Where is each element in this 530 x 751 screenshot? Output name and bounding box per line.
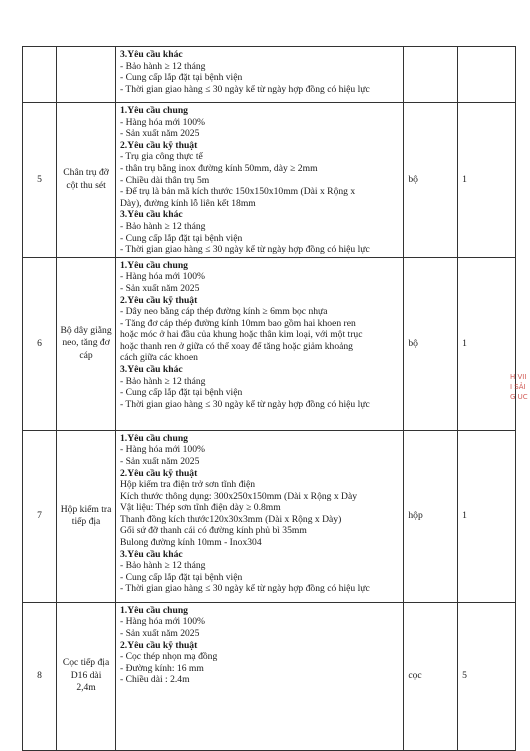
red-stamp bbox=[510, 372, 530, 472]
spec-line: Gối sứ đỡ thanh cái có đường kính phủ bì 35mm bbox=[120, 525, 307, 537]
stamp-line: G UC bbox=[510, 393, 528, 401]
spec-line: hoặc thanh ren ở giữa có thể xoay để tăng hoặc giảm khoảng bbox=[120, 340, 353, 352]
spec-heading: 1.Yêu cầu chung bbox=[120, 432, 188, 444]
spec-heading: 3.Yêu cầu khác bbox=[120, 49, 183, 60]
spec-line: - Hàng hóa mới 100% bbox=[120, 116, 206, 128]
spec-line: - Thời gian giao hàng ≤ 30 ngày kể từ ngày hợp đồng có hiệu lực bbox=[120, 244, 370, 256]
spec-line: - Bảo hành ≥ 12 tháng bbox=[120, 375, 206, 387]
spec-heading: 2.Yêu cầu kỹ thuật bbox=[120, 639, 198, 651]
spec-line: - thân trụ bằng inox đường kính 50mm, dày ≥ 2mm bbox=[120, 162, 318, 174]
spec-line: - Sản xuất năm 2025 bbox=[120, 627, 200, 639]
item-quantity: 1 bbox=[458, 430, 516, 602]
spec-line: - Tăng đơ cáp thép đường kính 10mm bao gồm hai khoen ren bbox=[120, 317, 356, 329]
item-name: Hộp kiểm tra tiếp địa bbox=[57, 430, 116, 602]
spec-line: - Bảo hành ≥ 12 tháng bbox=[120, 560, 206, 572]
spec-line: Thanh đồng kích thước120x30x3mm (Dài x Rộng x Dày) bbox=[120, 513, 342, 525]
spec-heading: 3.Yêu cầu khác bbox=[120, 364, 183, 376]
spec-table-body bbox=[23, 47, 516, 751]
spec-heading: 1.Yêu cầu chung bbox=[120, 604, 188, 616]
spec-line: - Thời gian giao hàng ≤ 30 ngày kể từ ngày hợp đồng có hiệu lực bbox=[120, 583, 370, 595]
spec-line: - Cung cấp lắp đặt tại bệnh viện bbox=[120, 72, 243, 84]
spec-line: hoặc móc ở hai đầu của khung hoặc thân kim loại, với một trục bbox=[120, 329, 363, 341]
spec-line: cách giữa các khoen bbox=[120, 352, 198, 364]
spec-line: - Thời gian giao hàng ≤ 30 ngày kể từ ngày hợp đồng có hiệu lực bbox=[120, 398, 370, 410]
spec-heading: 1.Yêu cầu chung bbox=[120, 259, 188, 271]
table-row bbox=[23, 430, 516, 602]
spec-heading: 3.Yêu cầu khác bbox=[120, 548, 183, 560]
row-number: 6 bbox=[23, 257, 57, 430]
spec-line: Vật liệu: Thép sơn tĩnh điện dày ≥ 0.8mm bbox=[120, 502, 281, 514]
spec-line: - Chiều dài thân trụ 5m bbox=[120, 174, 210, 186]
table-row bbox=[23, 47, 516, 103]
table-row bbox=[23, 103, 516, 258]
item-unit: hộp bbox=[404, 430, 458, 602]
item-name: Bộ dây giằng neo, tăng đơ cáp bbox=[57, 257, 116, 430]
item-unit: bộ bbox=[404, 103, 458, 258]
item-spec bbox=[116, 602, 404, 750]
spec-table bbox=[22, 46, 516, 751]
spec-heading: 3.Yêu cầu khác bbox=[120, 209, 183, 221]
spec-line: Kích thước thông dụng: 300x250x150mm (Dài x Rộng x Dày bbox=[120, 490, 358, 502]
spec-line: - Cọc thép nhọn mạ đồng bbox=[120, 651, 218, 663]
table-row bbox=[23, 602, 516, 750]
item-spec bbox=[116, 257, 404, 430]
spec-line: - Hàng hóa mới 100% bbox=[120, 616, 206, 628]
item-spec bbox=[116, 47, 404, 103]
item-quantity: 1 bbox=[458, 103, 516, 258]
spec-line: - Dây neo bằng cáp thép đường kính ≥ 6mm bọc nhựa bbox=[120, 306, 328, 318]
spec-line: - Sản xuất năm 2025 bbox=[120, 282, 200, 294]
spec-line: - Sản xuất năm 2025 bbox=[120, 455, 200, 467]
item-name bbox=[57, 47, 116, 103]
row-number: 5 bbox=[23, 103, 57, 258]
spec-line: - Cung cấp lắp đặt tại bệnh viện bbox=[120, 232, 243, 244]
item-spec bbox=[116, 103, 404, 258]
row-number: 7 bbox=[23, 430, 57, 602]
spec-heading: 2.Yêu cầu kỹ thuật bbox=[120, 294, 198, 306]
spec-heading: 2.Yêu cầu kỹ thuật bbox=[120, 467, 198, 479]
spec-line: - Bảo hành ≥ 12 tháng bbox=[120, 60, 206, 72]
spec-heading: 2.Yêu cầu kỹ thuật bbox=[120, 139, 198, 151]
item-spec bbox=[116, 430, 404, 602]
item-unit bbox=[404, 47, 458, 103]
spec-line: - Sản xuất năm 2025 bbox=[120, 128, 200, 140]
spec-line: - Hàng hóa mới 100% bbox=[120, 444, 206, 456]
item-name: Chân trụ đỡ cột thu sét bbox=[57, 103, 116, 258]
spec-line: - Bảo hành ≥ 12 tháng bbox=[120, 220, 206, 232]
item-quantity: 5 bbox=[458, 602, 516, 750]
spec-line: - Hàng hóa mới 100% bbox=[120, 271, 206, 283]
item-quantity: 1 bbox=[458, 257, 516, 430]
spec-line: - Trụ gia công thực tế bbox=[120, 151, 203, 163]
spec-line: - Đế trụ là bản mã kích thước 150x150x10mm (Dài x Rộng x bbox=[120, 186, 356, 198]
item-unit: bộ bbox=[404, 257, 458, 430]
row-number bbox=[23, 47, 57, 103]
spec-heading: 1.Yêu cầu chung bbox=[120, 105, 188, 116]
spec-line: - Chiều dài : 2.4m bbox=[120, 674, 190, 686]
spec-line: Dày), đường kính lỗ liên kết 18mm bbox=[120, 197, 256, 209]
stamp-line: H VII bbox=[510, 373, 527, 381]
spec-line: Bulong đường kính 10mm - Inox304 bbox=[120, 537, 262, 549]
table-row bbox=[23, 257, 516, 430]
item-quantity bbox=[458, 47, 516, 103]
item-name: Cọc tiếp địa D16 dài 2,4m bbox=[57, 602, 116, 750]
stamp-line: I SẢI bbox=[510, 383, 526, 391]
spec-line: - Thời gian giao hàng ≤ 30 ngày kể từ ngày hợp đồng có hiệu lực bbox=[120, 83, 370, 95]
spec-line: - Cung cấp lắp đặt tại bệnh viện bbox=[120, 571, 243, 583]
row-number: 8 bbox=[23, 602, 57, 750]
spec-line: - Đường kính: 16 mm bbox=[120, 662, 204, 674]
item-unit: cọc bbox=[404, 602, 458, 750]
spec-line: - Cung cấp lắp đặt tại bệnh viện bbox=[120, 387, 243, 399]
spec-line: Hộp kiểm tra điện trở sơn tĩnh điện bbox=[120, 479, 256, 491]
